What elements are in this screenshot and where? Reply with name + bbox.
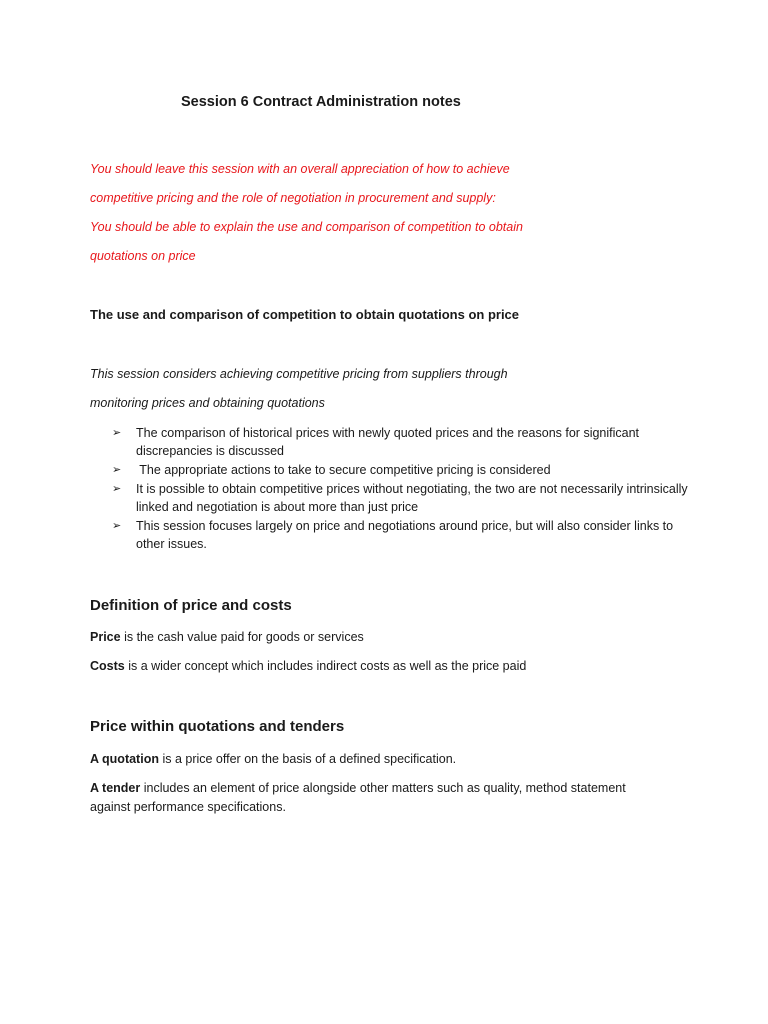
definition-heading: Definition of price and costs: [90, 597, 292, 614]
page-title: Session 6 Contract Administration notes: [181, 94, 461, 110]
section-heading: The use and comparison of competition to obtain quotations on price: [90, 307, 520, 322]
list-item: [112, 424, 692, 460]
bullet-text: It is possible to obtain competitive prices without negotiating, the two are not necessarily intrinsically linked and negotiation is about more than just price: [136, 482, 688, 514]
arrow-bullet-icon: ➢: [112, 427, 122, 439]
arrow-bullet-icon: ➢: [112, 520, 122, 532]
costs-definition: [90, 657, 650, 676]
tender-term: A tender: [90, 781, 141, 795]
objective-line-1: You should leave this session with an overall appreciation of how to achieve: [90, 162, 510, 176]
intro-line-1: This session considers achieving competitive pricing from suppliers through: [90, 367, 508, 381]
bullet-list: [112, 424, 692, 554]
quotation-term: A quotation: [90, 752, 159, 766]
list-item: [112, 480, 692, 516]
quotations-heading: Price within quotations and tenders: [90, 718, 345, 735]
list-item: [112, 517, 692, 553]
list-item: [112, 461, 692, 479]
objective-line-3: You should be able to explain the use and comparison of competition to obtain: [90, 220, 523, 234]
bullet-text: The comparison of historical prices with newly quoted prices and the reasons for significant discrepancies is discussed: [136, 426, 640, 458]
price-text: is the cash value paid for goods or services: [120, 630, 364, 644]
bullet-text: This session focuses largely on price and negotiations around price, but will also consider links to other issues.: [136, 519, 674, 551]
price-definition: [90, 628, 650, 647]
quotation-text: is a price offer on the basis of a defined specification.: [158, 752, 457, 766]
costs-term: Costs: [90, 659, 125, 673]
bullet-text: The appropriate actions to take to secure competitive pricing is considered: [136, 463, 551, 477]
quotation-definition: [90, 750, 650, 769]
costs-text: is a wider concept which includes indirect costs as well as the price paid: [124, 659, 527, 673]
objective-line-2: competitive pricing and the role of negotiation in procurement and supply:: [90, 191, 496, 205]
objective-line-4: quotations on price: [90, 249, 196, 263]
arrow-bullet-icon: ➢: [112, 483, 122, 495]
tender-text: includes an element of price alongside other matters such as quality, method statement against performance specifications.: [90, 781, 630, 814]
intro-line-2: monitoring prices and obtaining quotations: [90, 396, 325, 410]
tender-definition: [90, 779, 650, 817]
price-term: Price: [90, 630, 121, 644]
arrow-bullet-icon: ➢: [112, 464, 122, 476]
